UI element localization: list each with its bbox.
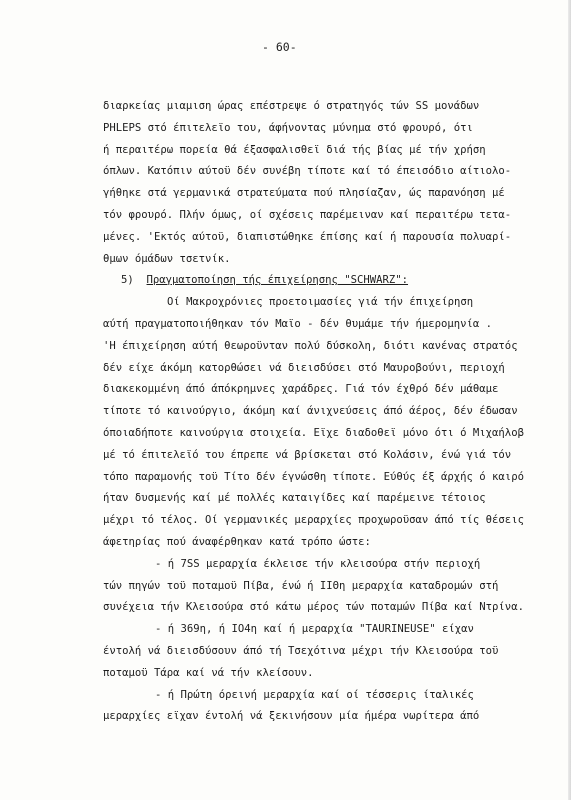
text-line: δέν είχε άκόμη κατορθώσει νά διεισδύσει στό Μαυροβούνι, περιοχή bbox=[103, 361, 505, 374]
section-title: Πραγματοποίηση τής έπιχείρησης "SCHWARZ": bbox=[146, 274, 409, 287]
text-line: τών πηγών τοϋ ποταμοϋ Πίβα, ένώ ή IIΘη μεραρχία καταδρομών στή bbox=[103, 579, 499, 592]
section-heading bbox=[103, 270, 523, 292]
text-line: διαρκείας μιαμιση ώρας επέστρεψε ό στρατηγός τών SS μονάδων bbox=[103, 100, 480, 112]
text-line: τόπο παραμονής τοϋ Τίτο δέν έγνώσθη τίποτε. Εύθύς έξ άρχής ό καιρό bbox=[103, 470, 524, 483]
text-line: όπλων. Κατόπιν αύτοϋ δέν συνέβη τίποτε καί τό έπεισόδιο αίτιολο- bbox=[103, 165, 512, 178]
text-line: ποταμοϋ Τάρα καί νά τήν κλείσουν. bbox=[103, 666, 314, 679]
text-line: μένες. 'Εκτός αύτοϋ, διαπιστώθηκε έπίσης καί ή παρουσία πολυαρί- bbox=[103, 230, 512, 243]
text-line: PHLEPS στό έπιτελεϊο του, άφήνοντας μύνημα στό φρουρό, ότι bbox=[103, 121, 473, 134]
text-line: τόν φρουρό. Πλήν όμως, οί σχέσεις παρέμειναν καί περαιτέρω τετα- bbox=[103, 208, 512, 221]
list-item: - ή 369η, ή IO4η καί ή μεραρχία "TAURINEUSE" είχαν bbox=[155, 623, 474, 636]
text-line: μεραρχίες εϊχαν έντολή νά ξεκινήσουν μία ήμέρα νωρίτερα άπό bbox=[103, 710, 480, 723]
text-line: διακεκομμένη άπό άπόκρημνες χαράδρες. Γιά τόν έχθρό δέν μάθαμε bbox=[103, 383, 499, 396]
list-item: - ή Πρώτη όρεινή μεραρχία καί οί τέσσερις ίταλικές bbox=[155, 688, 474, 701]
text-line: αύτή πραγματοποιήθηκαν τόν Μαϊο - δέν θυμάμε τήν ήμερομηνία . bbox=[103, 317, 493, 330]
text-line: όποιαδήποτε καινούργια στοιχεία. Εϊχε διαδοθεϊ μόνο ότι ό Μιχαήλοβ bbox=[103, 426, 524, 439]
text-line: 'Η έπιχείρηση αύτή θεωροϋνταν πολύ δύσκολη, διότι κανένας στρατός bbox=[103, 339, 518, 352]
section-number: 5) bbox=[121, 274, 134, 287]
text-line: ήταν δυσμενής καί μέ πολλές καταιγίδες καί παρέμεινε τέτοιος bbox=[103, 492, 486, 505]
page-body bbox=[103, 96, 523, 728]
text-line: τίποτε τό καινούργιο, άκόμη καί άνιχνεύσεις άπό άέρος, δέν έδωσαν bbox=[103, 405, 518, 418]
text-line: θμων όμάδων τσετνίκ. bbox=[103, 252, 231, 265]
page-number: - 60- bbox=[262, 40, 297, 54]
text-line: μέ τό έπιτελεϊό του έπρεπε νά βρίσκεται στό Κολάσιν, ένώ γιά τόν bbox=[103, 448, 512, 461]
text-line: έντολή νά διεισδύσουν άπό τή Τσεχότινα μέχρι τήν Κλεισούρα τοϋ bbox=[103, 644, 499, 657]
text-line: άφετηρίας πού άναφέρθηκαν κατά τρόπο ώστε: bbox=[103, 535, 371, 548]
text-line: γήθηκε στά γερμανικά στρατεύματα πού πλησίαζαν, ώς παρανόηση μέ bbox=[103, 187, 505, 200]
list-item: - ή 7SS μεραρχία έκλεισε τήν κλεισούρα στήν περιοχή bbox=[155, 557, 481, 570]
text-line: μέχρι τό τέλος. Οί γερμανικές μεραρχίες προχωροϋσαν άπό τίς θέσεις bbox=[103, 514, 524, 527]
text-line: ή περαιτέρω πορεία θά έξασφαλισθεϊ διά τής βίας μέ τήν χρήση bbox=[103, 143, 486, 156]
text-line: Οί Μακροχρόνιες προετοιμασίες γιά τήν έπιχείρηση bbox=[167, 296, 474, 309]
text-line: συνέχεια τήν Κλεισούρα στό κάτω μέρος τών ποταμών Πίβα καί Ντρίνα. bbox=[103, 601, 524, 614]
